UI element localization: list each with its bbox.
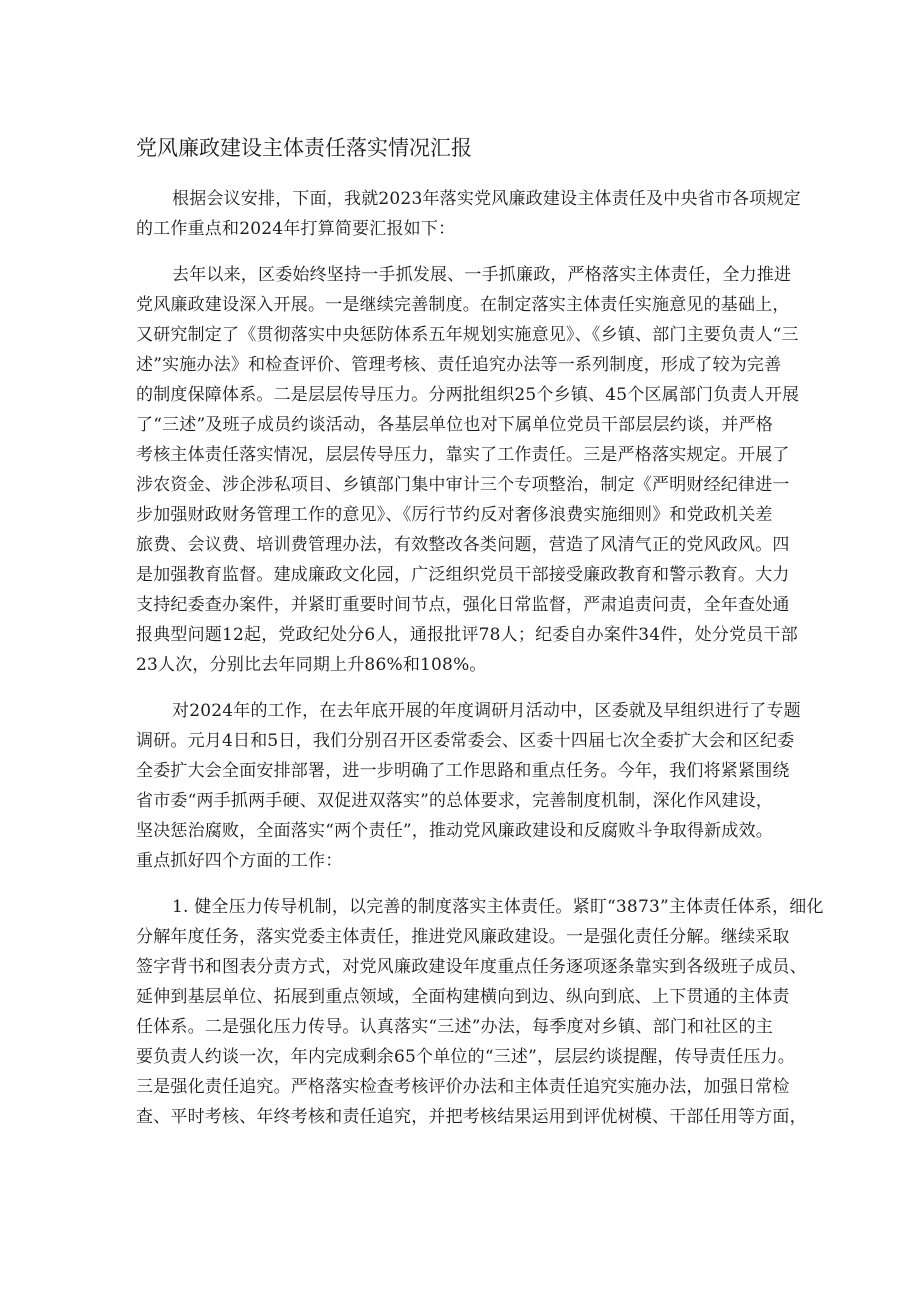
document-title: 党风廉政建设主体责任落实情况汇报 <box>136 136 472 160</box>
paragraph-line: 分解年度任务，落实党委主体责任，推进党风廉政建设。一是强化责任分解。继续采取 <box>136 927 790 947</box>
paragraph <box>136 260 806 680</box>
paragraph-line: 对2024年的工作，在去年底开展的年度调研月活动中，区委就及早组织进行了专题 <box>172 701 801 721</box>
paragraph-line: 报典型问题12起，党政纪处分6人，通报批评78人；纪委自办案件34件，处分党员干部 <box>136 625 798 645</box>
paragraph-line: 延伸到基层单位、拓展到重点领域，全面构建横向到边、纵向到底、上下贯通的主体责 <box>136 987 790 1007</box>
paragraph-line: 任体系。二是强化压力传导。认真落实“三述”办法，每季度对乡镇、部门和社区的主 <box>136 1017 773 1037</box>
paragraph <box>136 184 806 244</box>
paragraph-line: 全委扩大会全面安排部署，进一步明确了工作思路和重点任务。今年，我们将紧紧围绕 <box>136 761 790 781</box>
paragraph-line: 是加强教育监督。建成廉政文化园，广泛组织党员干部接受廉政教育和警示教育。大力 <box>136 565 790 585</box>
paragraph-line: 支持纪委查办案件，并紧盯重要时间节点，强化日常监督，严肃追责问责，全年查处通 <box>136 595 790 615</box>
paragraph-spacer <box>136 680 806 696</box>
paragraph-line: 要负责人约谈一次，年内完成剩余65个单位的“三述”，层层约谈提醒，传导责任压力。 <box>136 1047 796 1067</box>
paragraph-line: 的工作重点和2024年打算简要汇报如下： <box>136 219 456 239</box>
paragraph-line: 省市委“两手抓两手硬、双促进双落实”的总体要求，完善制度机制，深化作风建设， <box>136 791 773 811</box>
paragraph-line: 重点抓好四个方面的工作： <box>136 851 343 871</box>
paragraph-line: 1. 健全压力传导机制，以完善的制度落实主体责任。紧盯“3873”主体责任体系，细化 <box>172 897 824 917</box>
paragraph-spacer <box>136 244 806 260</box>
paragraph-line: 去年以来，区委始终坚持一手抓发展、一手抓廉政，严格落实主体责任，全力推进 <box>172 265 792 285</box>
paragraph-line: 三是强化责任追究。严格落实检查考核评价办法和主体责任追究实施办法，加强日常检 <box>136 1077 790 1097</box>
paragraph-line: 坚决惩治腐败，全面落实“两个责任”，推动党风廉政建设和反腐败斗争取得新成效。 <box>136 821 773 841</box>
paragraph-spacer <box>136 876 806 892</box>
document-body <box>136 184 824 1132</box>
paragraph-line: 又研究制定了《贯彻落实中央惩防体系五年规划实施意见》、《乡镇、部门主要负责人“三 <box>136 325 799 345</box>
paragraph-line: 的制度保障体系。二是层层传导压力。分两批组织25个乡镇、45个区属部门负责人开展 <box>136 385 800 405</box>
paragraph-line: 23人次，分别比去年同期上升86%和108%。 <box>136 655 487 675</box>
paragraph-line: 党风廉政建设深入开展。一是继续完善制度。在制定落实主体责任实施意见的基础上， <box>136 295 790 315</box>
paragraph-line: 涉农资金、涉企涉私项目、乡镇部门集中审计三个专项整治，制定《严明财经纪律进一 <box>136 475 790 495</box>
paragraph-line: 签字背书和图表分责方式，对党风廉政建设年度重点任务逐项逐条靠实到各级班子成员、 <box>136 957 807 977</box>
paragraph-line: 旅费、会议费、培训费管理办法，有效整改各类问题，营造了风清气正的党风政风。四 <box>136 535 790 555</box>
paragraph-line: 述”实施办法》和检查评价、管理考核、责任追究办法等一系列制度，形成了较为完善 <box>136 355 782 375</box>
paragraph-line: 步加强财政财务管理工作的意见》、《厉行节约反对奢侈浪费实施细则》和党政机关差 <box>136 505 773 525</box>
paragraph-line: 根据会议安排，下面，我就2023年落实党风廉政建设主体责任及中央省市各项规定 <box>172 189 801 209</box>
paragraph-line: 查、平时考核、年终考核和责任追究，并把考核结果运用到评优树模、干部任用等方面， <box>136 1107 807 1127</box>
paragraph <box>136 696 806 876</box>
paragraph-line: 考核主体责任落实情况，层层传导压力，靠实了工作责任。三是严格落实规定。开展了 <box>136 445 790 465</box>
paragraph-line: 了“三述”及班子成员约谈活动，各基层单位也对下属单位党员干部层层约谈，并严格 <box>136 415 773 435</box>
paragraph-line: 调研。元月4日和5日，我们分别召开区委常委会、区委十四届七次全委扩大会和区纪委 <box>136 731 795 751</box>
paragraph <box>136 892 824 1132</box>
